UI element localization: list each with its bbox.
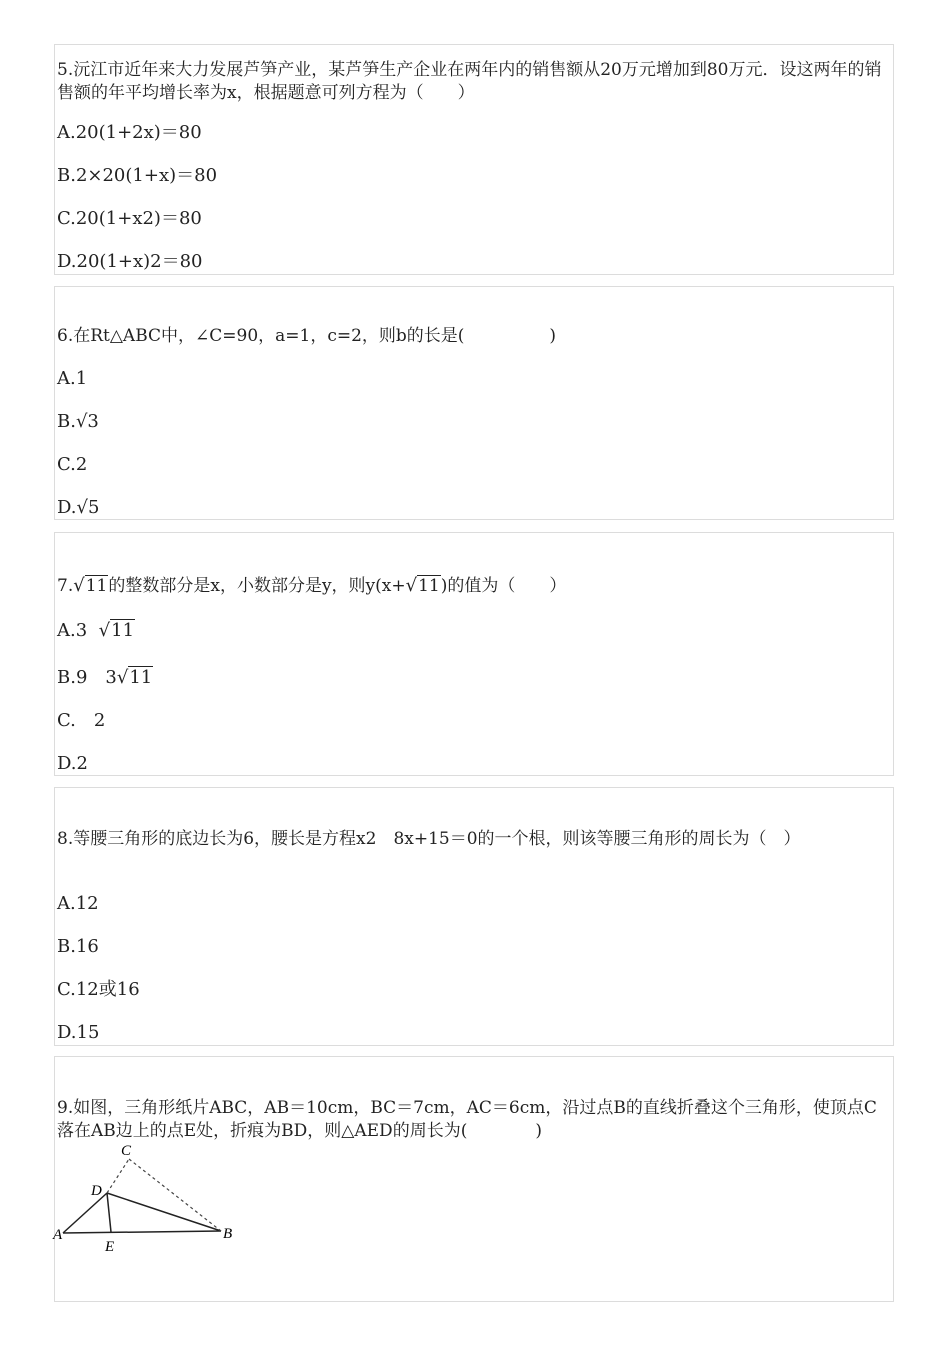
- label-b: B: [223, 1226, 233, 1242]
- question-5-stem: 5.沅江市近年来大力发展芦笋产业，某芦笋生产企业在两年内的销售额从20万元增加到80万元．设这两年的销售额的年平均增长率为x，根据题意可列方程为（ ）: [57, 60, 882, 103]
- question-7-stem: [57, 574, 883, 598]
- sqrt-symbol: √11: [73, 575, 108, 596]
- question-6-card: [54, 286, 894, 520]
- question-6-option-c[interactable]: C.2: [57, 454, 88, 475]
- edge-ab: [63, 1231, 221, 1233]
- question-8-stem: 8.等腰三角形的底边长为6，腰长是方程x2 8x+15＝0的一个根，则该等腰三角形的周长为（ ）: [57, 829, 801, 849]
- question-6-option-b[interactable]: B.√3: [57, 411, 99, 432]
- question-8-option-d[interactable]: D.15: [57, 1022, 100, 1043]
- question-9-card: [54, 1056, 894, 1302]
- question-7-option-d[interactable]: D.2: [57, 753, 88, 774]
- question-5-option-a[interactable]: A.20(1+2x)＝80: [57, 122, 202, 143]
- question-7-card: [54, 532, 894, 776]
- sqrt-symbol-2: √11: [405, 575, 440, 596]
- edge-db: [107, 1193, 221, 1231]
- question-7-option-a[interactable]: A.3 √11: [57, 620, 135, 641]
- edge-de: [107, 1193, 111, 1232]
- label-e: E: [105, 1239, 115, 1255]
- sqrt-symbol-a: √11: [98, 620, 135, 641]
- question-8-card: [54, 787, 894, 1046]
- q7-mid: 的整数部分是x，小数部分是y，则y(x+: [108, 576, 406, 596]
- label-d: D: [91, 1183, 102, 1199]
- question-6-stem: 6.在Rt△ABC中，∠C=90，a=1，c=2，则b的长是( ): [57, 326, 557, 346]
- question-7-option-c[interactable]: C. 2: [57, 710, 106, 731]
- q7-suffix: )的值为（ ）: [440, 576, 567, 596]
- question-7-option-b[interactable]: B.9 3√11: [57, 667, 153, 688]
- question-8-option-b[interactable]: B.16: [57, 936, 99, 957]
- triangle-fold-figure: [55, 1145, 245, 1265]
- sqrt-symbol-b: √11: [116, 667, 153, 688]
- edge-ad: [63, 1193, 107, 1233]
- q7-prefix: 7.: [57, 576, 74, 596]
- question-5-card: [54, 44, 894, 275]
- question-5-option-b[interactable]: B.2×20(1+x)＝80: [57, 165, 218, 186]
- label-c: C: [121, 1143, 132, 1159]
- question-8-option-c[interactable]: C.12或16: [57, 979, 140, 1000]
- question-6-option-a[interactable]: A.1: [57, 368, 88, 389]
- edge-dc-dashed: [107, 1159, 129, 1193]
- question-9-stem: 9.如图，三角形纸片ABC，AB＝10cm，BC＝7cm，AC＝6cm，沿过点B的直线折叠这个三角形，使顶点C落在AB边上的点E处，折痕为BD，则△AED的周长为( ): [57, 1098, 877, 1141]
- question-6-option-d[interactable]: D.√5: [57, 497, 100, 518]
- question-5-option-d[interactable]: D.20(1+x)2＝80: [57, 251, 203, 272]
- label-a: A: [53, 1227, 63, 1243]
- edge-cb-dashed: [129, 1159, 221, 1231]
- question-5-option-c[interactable]: C.20(1+x2)＝80: [57, 208, 202, 229]
- question-8-option-a[interactable]: A.12: [57, 893, 99, 914]
